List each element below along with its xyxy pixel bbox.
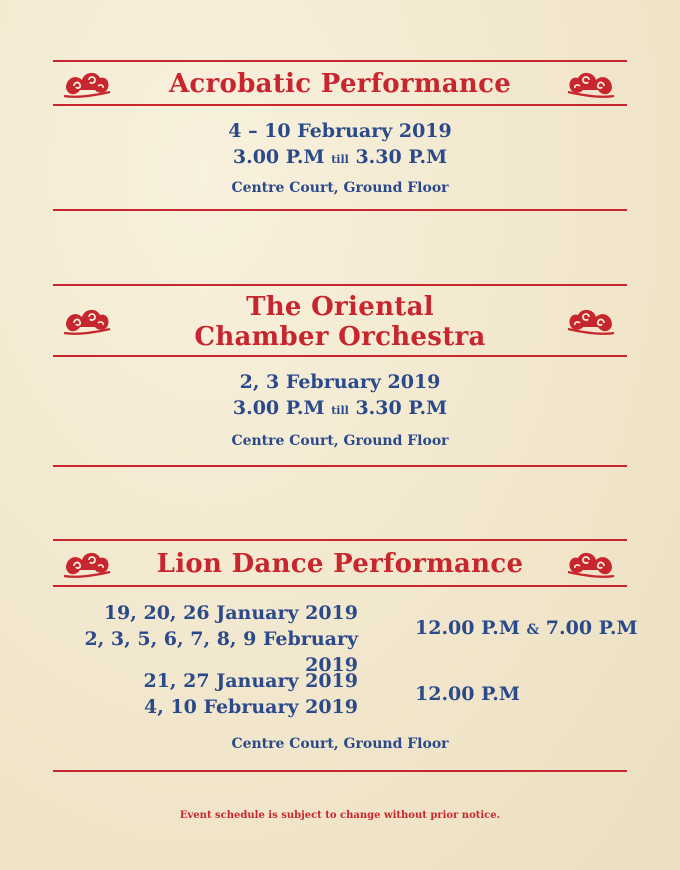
schedule-dates <box>40 600 358 678</box>
title-underline <box>53 104 627 106</box>
title-line: Acrobatic Performance <box>168 69 512 99</box>
event-title <box>0 69 680 99</box>
title-underline <box>53 355 627 357</box>
title-underline <box>53 585 627 587</box>
time-b: 7.00 P.M <box>545 617 638 639</box>
footer-note: Event schedule is subject to change without prior notice. <box>179 810 501 821</box>
title-line: Chamber Orchestra <box>194 322 486 352</box>
time-start: 3.00 P.M <box>232 397 325 419</box>
time-separator: till <box>331 404 349 417</box>
event-date <box>0 369 680 395</box>
time-a: 12.00 P.M <box>415 617 520 639</box>
event-venue: Centre Court, Ground Floor <box>231 736 449 752</box>
time-a: 12.00 P.M <box>415 683 520 705</box>
bottom-rule <box>53 465 627 467</box>
event-date <box>0 118 680 144</box>
time-end: 3.30 P.M <box>355 146 448 168</box>
date-text: 2, 3 February 2019 <box>239 371 441 393</box>
top-rule <box>53 60 627 62</box>
event-title <box>0 549 680 579</box>
date-line: 2, 3, 5, 6, 7, 8, 9 February 2019 <box>84 628 358 676</box>
time-end: 3.30 P.M <box>355 397 448 419</box>
time-separator: & <box>526 622 540 638</box>
event-time <box>0 144 680 173</box>
time-separator: till <box>331 153 349 166</box>
top-rule <box>53 284 627 286</box>
event-title <box>0 292 680 352</box>
time-start: 3.00 P.M <box>232 146 325 168</box>
event-time <box>0 395 680 424</box>
event-venue: Centre Court, Ground Floor <box>231 180 449 196</box>
top-rule <box>53 539 627 541</box>
bottom-rule <box>53 770 627 772</box>
date-line: 21, 27 January 2019 <box>143 670 358 692</box>
schedule-time <box>415 681 655 707</box>
date-line: 19, 20, 26 January 2019 <box>103 602 358 624</box>
date-text: 4 – 10 February 2019 <box>228 120 452 142</box>
title-line: The Oriental <box>246 292 434 322</box>
date-line: 4, 10 February 2019 <box>143 696 358 718</box>
event-venue: Centre Court, Ground Floor <box>231 433 449 449</box>
bottom-rule <box>53 209 627 211</box>
schedule-time <box>415 615 655 643</box>
title-line: Lion Dance Performance <box>156 549 524 579</box>
schedule-dates <box>40 668 358 720</box>
